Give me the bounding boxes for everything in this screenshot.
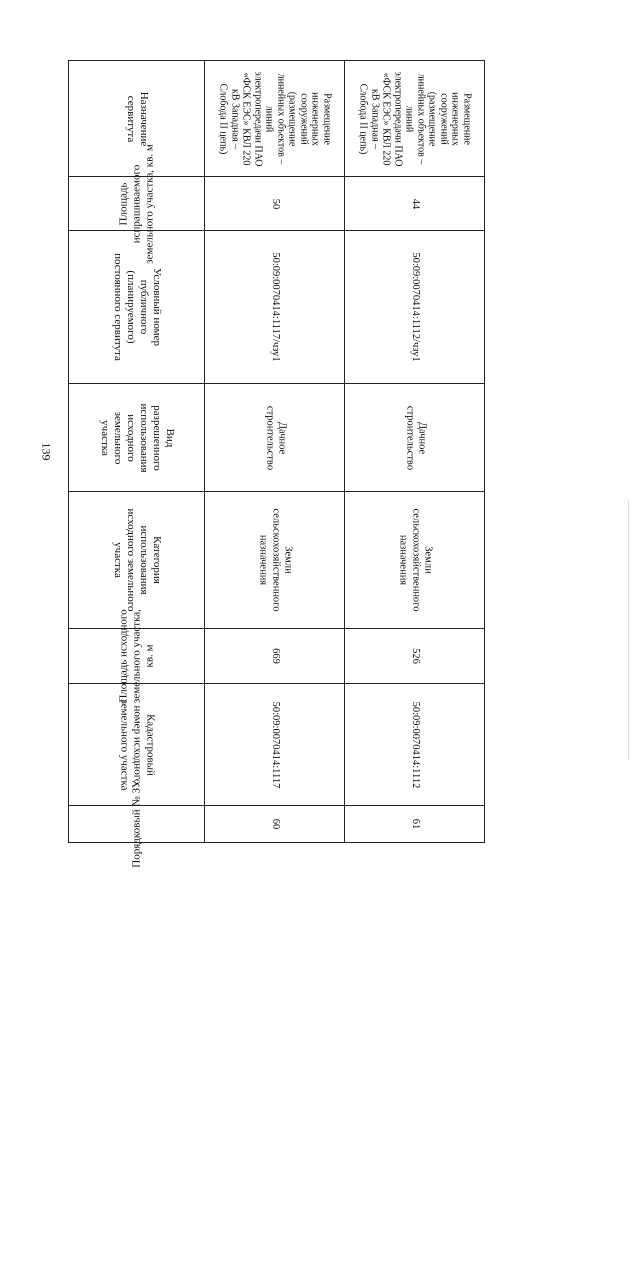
cell-permitted-use-row2 — [345, 384, 485, 492]
row-area-source — [69, 629, 485, 684]
cell-cadastral-number-row2 — [345, 684, 485, 806]
cell-ordinal-row2 — [345, 806, 485, 843]
cell-area-source-row2 — [345, 629, 485, 684]
cell-cadastral-number-row1 — [205, 684, 345, 806]
cell-cadastral-number-row2-text: 50:09:0070414:1112 — [409, 701, 421, 788]
cell-ordinal-row1 — [205, 806, 345, 843]
cell-land-category-row2-text: Земли сельскохозяйственного назначения — [397, 508, 434, 612]
header-land-category-text: Категория использования исходного земельного участка — [111, 508, 163, 612]
servitude-table — [68, 60, 485, 868]
cell-ordinal-row2-text: 61 — [409, 818, 421, 830]
cell-area-encumbered-row1 — [205, 177, 345, 231]
cell-area-source-row1 — [205, 629, 345, 684]
header-permitted-use — [69, 384, 205, 492]
header-permitted-use-text: Вид разрешенного использования исходного земельного участка — [98, 402, 176, 473]
row-ordinal — [69, 806, 485, 843]
cell-ordinal-row1-text: 60 — [269, 818, 281, 830]
header-area-encumbered-text: Площадь испрашиваемого земельного участка, кв. м — [117, 143, 155, 264]
cell-cadastral-number-row1-text: 50:09:0070414:1117 — [269, 701, 281, 788]
header-conditional-number — [69, 231, 205, 384]
cell-area-encumbered-row1-text: 50 — [269, 198, 281, 209]
cell-land-category-row2 — [345, 492, 485, 629]
header-purpose-text: Назначение сервитута — [124, 91, 150, 146]
cell-purpose-row2 — [345, 61, 485, 177]
header-ordinal — [69, 780, 205, 868]
cell-conditional-number-row2 — [345, 231, 485, 384]
cell-land-category-row1-text: Земли сельскохозяйственного назначения — [257, 508, 294, 612]
cell-permitted-use-row1 — [205, 384, 345, 492]
row-area-encumbered — [69, 177, 485, 231]
cell-purpose-row1 — [205, 61, 345, 177]
header-cadastral-number-text: Кадастровый номер исходного земельного участка — [118, 698, 156, 791]
header-area-source — [69, 609, 205, 703]
header-area-encumbered — [69, 143, 205, 264]
cell-permitted-use-row1-text: Дачное строительство — [263, 405, 287, 470]
cell-area-source-row2-text: 526 — [409, 648, 421, 664]
page-number — [37, 436, 55, 466]
cell-conditional-number-row2-text: 50:09:0070414:1112/чзу1 — [409, 252, 421, 362]
page-number-text: 139 — [39, 442, 54, 460]
cell-area-encumbered-row2 — [345, 177, 485, 231]
row-conditional-number — [69, 231, 485, 384]
header-land-category — [69, 492, 205, 629]
row-permitted-use — [69, 384, 485, 492]
header-conditional-number-text: Условный номер публичного (планируемого) постоянного сервитута — [111, 253, 163, 361]
cell-permitted-use-row2-text: Дачное строительство — [403, 405, 427, 470]
cell-land-category-row1 — [205, 492, 345, 629]
cell-conditional-number-row1 — [205, 231, 345, 384]
row-land-category — [69, 492, 485, 629]
cell-purpose-row1-text: Размещение инженерных сооружений (размещение линейных объектов – линий электропередачи ПАО «ФСК ЕЭС» КВЛ 220 кВ Западная – Слобода II цепь) — [217, 70, 332, 167]
cell-area-source-row1-text: 669 — [269, 648, 281, 664]
header-area-source-text: Площадь исходного земельного участка, кв. м — [117, 609, 155, 703]
scan-edge-line — [628, 500, 629, 760]
cell-area-encumbered-row2-text: 44 — [409, 198, 421, 209]
cell-conditional-number-row1-text: 50:09:0070414:1117/чзу1 — [269, 252, 281, 362]
header-ordinal-text: Порядковый № ЗУ — [130, 780, 143, 868]
cell-purpose-row2-text: Размещение инженерных сооружений (размещение линейных объектов – линий электропередачи ПАО «ФСК ЕЭС» КВЛ 220 кВ Западная – Слобода II цепь) — [357, 70, 472, 167]
